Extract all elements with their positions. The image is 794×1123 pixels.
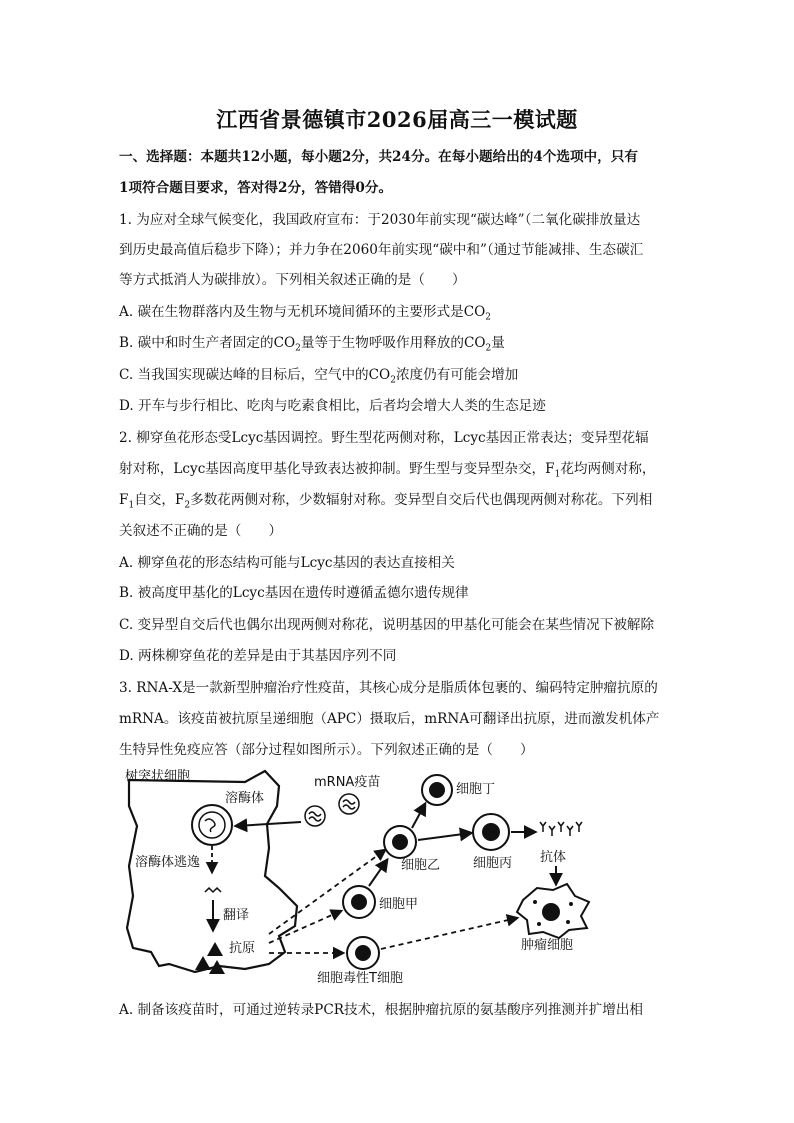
q1-stem-line-3: 等方式抵消人为碳排放）。下列相关叙述正确的是（ ） <box>119 272 466 288</box>
arrow-cell-b-to-cell-c <box>418 833 471 840</box>
label-cell-d: 细胞丁 <box>456 782 496 797</box>
q2-stem-line-3: $F_1$自交，$F_2$多数花两侧对称，少数辐射对称。变异型自交后代也偶现两侧对称花。下列相 <box>119 492 653 511</box>
q2-stem-line-1: 2. 柳穿鱼花形态受Lcyc基因调控。野生型花两侧对称，Lcyc基因正常表达；变异型花辐 <box>119 430 649 446</box>
mrna-vaccine-particle-2 <box>339 794 359 814</box>
q2-stem-line-4: 关叙述不正确的是（ ） <box>119 523 283 539</box>
label-mrna-vaccine: mRNA疫苗 <box>314 775 381 790</box>
label-dendritic-cell: 树突状细胞 <box>125 769 191 784</box>
immune-response-diagram <box>119 766 679 992</box>
q2-option-a: A. 柳穿鱼花的形态结构可能与Lcyc基因的表达直接相关 <box>119 555 455 571</box>
section-instruction-line-1: 一、选择题：本题共12小题，每小题2分，共24分。在每小题给出的4个选项中，只有 <box>119 149 638 165</box>
label-tumor-cell: 肿瘤细胞 <box>521 938 574 953</box>
q2-option-b: B. 被高度甲基化的Lcyc基因在遗传时遵循孟德尔遗传规律 <box>119 585 469 601</box>
label-cell-b: 细胞乙 <box>401 858 441 873</box>
q1-option-a: A. 碳在生物群落内及生物与无机环境间循环的主要形式是$CO_2$ <box>119 304 491 323</box>
antibody-icon <box>540 822 582 836</box>
antigen-icon <box>195 942 225 974</box>
q1-option-b: B. 碳中和时生产者固定的$CO_2$量等于生物呼吸作用释放的$CO_2$量 <box>119 335 505 354</box>
section-instruction-line-2: 1项符合题目要求，答对得2分，答错得0分。 <box>119 180 393 196</box>
q3-stem-line-1: 3. RNA-X是一款新型肿瘤治疗性疫苗，其核心成分是脂质体包裹的、编码特定肿瘤抗原的 <box>119 680 658 696</box>
q1-option-c: C. 当我国实现碳达峰的目标后，空气中的$CO_2$浓度仍有可能会增加 <box>119 367 519 386</box>
q3-option-a: A. 制备该疫苗时，可通过逆转录PCR技术，根据肿瘤抗原的氨基酸序列推测并扩增出相 <box>119 1002 644 1018</box>
q3-stem-line-2: mRNA。该疫苗被抗原呈递细胞（APC）摄取后，mRNA可翻译出抗原，进而激发机体产 <box>119 711 660 727</box>
page-title: 江西省景德镇市2026届高三一模试题 <box>216 107 578 132</box>
q2-stem-line-2: 射对称，Lcyc基因高度甲基化导致表达被抑制。野生型与变异型杂交，$F_1$花均两侧对称， <box>119 461 656 480</box>
q1-stem-line-1: 1. 为应对全球气候变化，我国政府宣布：于2030年前实现“碳达峰”（二氧化碳排放量达 <box>119 212 641 228</box>
label-antibody: 抗体 <box>540 850 567 865</box>
q1-option-d: D. 开车与步行相比、吃肉与吃素食相比，后者均会增大人类的生态足迹 <box>119 398 546 414</box>
q2-option-d: D. 两株柳穿鱼花的差异是由于其基因序列不同 <box>119 648 397 664</box>
label-lysosome: 溶酶体 <box>225 791 265 806</box>
mrna-strand <box>205 888 221 892</box>
q1-stem-line-2: 到历史最高值后稳步下降）；并力争在2060年前实现“碳中和”（通过节能减排、生态碳汇 <box>119 242 644 258</box>
q3-stem-line-3: 生特异性免疫应答（部分过程如图所示）。下列叙述正确的是（ ） <box>119 742 534 758</box>
label-lysosome-escape: 溶酶体逃逸 <box>135 855 201 870</box>
arrow-cell-b-to-cell-d <box>412 804 425 828</box>
label-cytotoxic-t-cell: 细胞毒性T细胞 <box>317 971 403 986</box>
arrow-cell-a-to-cell-b <box>369 860 387 886</box>
lysosome <box>192 805 232 845</box>
mrna-vaccine-particle-1 <box>305 806 325 826</box>
arrow-ctl-to-tumor <box>381 918 517 949</box>
q2-option-c: C. 变异型自交后代也偶尔出现两侧对称花，说明基因的甲基化可能会在某些情况下被解除 <box>119 617 655 633</box>
label-translation: 翻译 <box>223 908 250 923</box>
label-antigen: 抗原 <box>229 941 256 956</box>
label-cell-c: 细胞丙 <box>473 856 513 871</box>
label-cell-a: 细胞甲 <box>379 897 419 912</box>
